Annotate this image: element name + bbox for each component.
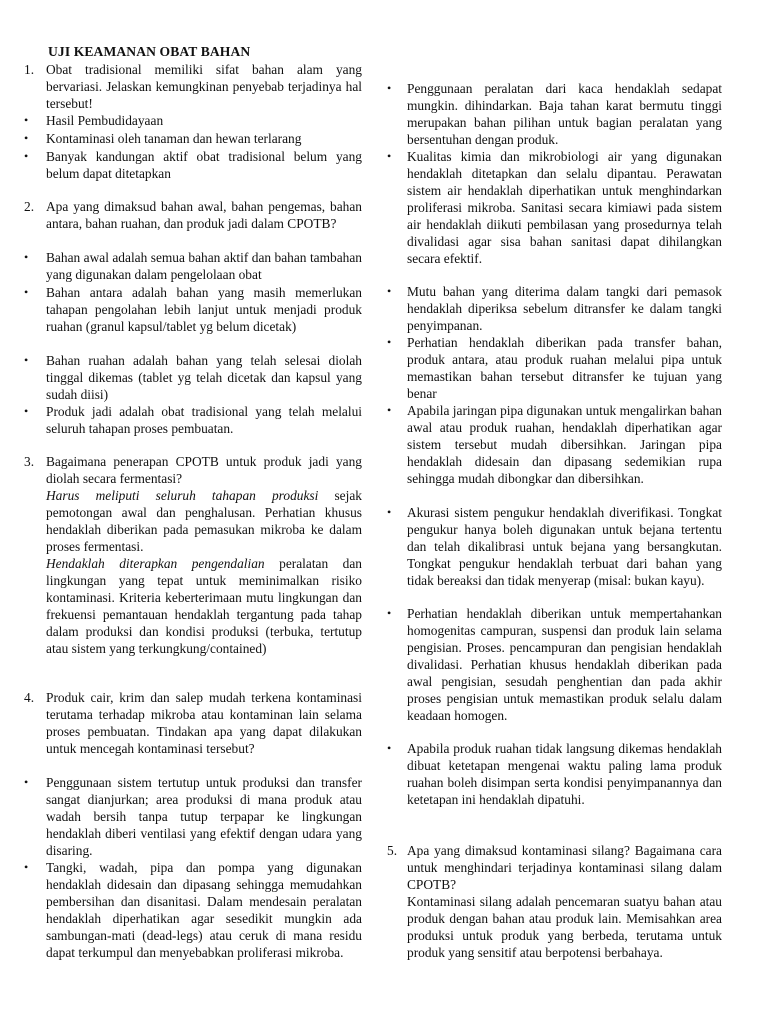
text-body: Obat tradisional memiliki sifat bahan alam yang bervariasi. Jelaskan kemungkinan penyebab terjadinya hal tersebut! <box>46 62 362 111</box>
bullet-marker: • <box>24 860 29 874</box>
bullet-item <box>383 605 722 724</box>
text-body: Mutu bahan yang diterima dalam tangki dari pemasok hendaklah diperiksa sebelum ditransfer ke dalam tangki penyimpanan. <box>407 284 722 333</box>
text-body: Apabila produk ruahan tidak langsung dikemas hendaklah dibuat ketetapan mengenai waktu paling lama produk ruahan boleh disimpan serta kondisi penyimpanannya dan ketetapan ini hendaklah dipatuhi. <box>407 741 722 807</box>
text-body: sejak pemotongan awal dan penghalusan. Perhatian khusus hendaklah diberikan pada pemasukan mikroba ke dalam proses fermentasi. <box>46 488 362 554</box>
answer-paragraph <box>20 487 362 555</box>
bullet-item <box>20 249 362 283</box>
bullet-marker: • <box>24 285 29 299</box>
document-title: UJI KEAMANAN OBAT BAHAN <box>48 44 251 59</box>
bullet-item <box>20 774 362 859</box>
text-body: Perhatian hendaklah diberikan pada transfer bahan, produk antara, atau produk ruahan melalui pipa untuk memastikan bahan tersebut ditransfer ke tujuan yang benar <box>407 335 722 401</box>
italic-emphasis: Harus meliputi seluruh tahapan produksi <box>46 488 319 503</box>
text-body: Bahan antara adalah bahan yang masih memerlukan tahapan pengolahan lebih lanjut untuk menjadi produk ruahan (granul kapsul/tablet yg belum dicetak) <box>46 285 362 334</box>
question-number: 5. <box>387 843 398 858</box>
bullet-marker: • <box>24 250 29 264</box>
item-text <box>46 284 362 335</box>
item-text <box>46 61 362 112</box>
item-text <box>407 893 722 961</box>
bullet-marker: • <box>24 149 29 163</box>
bullet-marker: • <box>387 606 392 620</box>
item-text <box>407 334 722 402</box>
item-text <box>46 555 362 657</box>
bullet-marker: • <box>387 403 392 417</box>
item-text <box>46 352 362 403</box>
bullet-marker: • <box>387 335 392 349</box>
question-item <box>20 689 362 757</box>
bullet-item <box>20 403 362 437</box>
bullet-marker: • <box>387 741 392 755</box>
text-body: Apabila jaringan pipa digunakan untuk mengalirkan bahan awal atau produk ruahan, hendaklah diperhatikan agar sistem tersebut mudah dibersihkan. Jaringan pipa hendaklah didesain dan dipasang sedemikian rupa sehingga mudah dibongkar dan dibersihkan. <box>407 403 722 486</box>
text-body: Kontaminasi oleh tanaman dan hewan terlarang <box>46 131 302 146</box>
bullet-item <box>383 283 722 334</box>
text-body: Apa yang dimaksud bahan awal, bahan pengemas, bahan antara, bahan ruahan, dan produk jadi dalam CPOTB? <box>46 199 362 231</box>
bullet-item <box>20 112 362 129</box>
item-text <box>407 283 722 334</box>
text-body: Perhatian hendaklah diberikan untuk mempertahankan homogenitas campuran, suspensi dan produk lain selama pengisian. Proses. pencampuran dan pengisian hendaklah divalidasi. Perhatian khusus hendaklah diberikan pada awal pengisian, sesudah penghentian dan pada akhir proses pengisian untuk memastikan produk selalu dalam keadaan homogen. <box>407 606 722 723</box>
bullet-item <box>20 284 362 335</box>
text-body: peralatan dan lingkungan yang tepat untuk meminimalkan risiko kontaminasi. Kriteria keberterimaan mutu lingkungan dan frekuensi pemantauan hendaklah tergantung pada tahap dalam produksi dan kondisi produksi (terbuka, tertutup atau sistem yang terkungkung/contained) <box>46 556 363 656</box>
item-text <box>46 689 362 757</box>
item-text <box>407 402 722 487</box>
bullet-item <box>20 352 362 403</box>
bullet-item <box>383 148 722 267</box>
text-body: Produk cair, krim dan salep mudah terkena kontaminasi terutama terhadap mikroba atau kontaminan lain selama proses pembuatan. Tindakan apa yang dapat dilakukan untuk mencegah kontaminasi tersebut? <box>46 690 362 756</box>
bullet-item <box>20 859 362 961</box>
bullet-marker: • <box>24 404 29 418</box>
question-number: 2. <box>24 199 35 214</box>
bullet-marker: • <box>387 81 392 95</box>
bullet-marker: • <box>24 775 29 789</box>
text-body: Tangki, wadah, pipa dan pompa yang digunakan hendaklah didesain dan dipasang sehingga memudahkan pembersihan dan disanitasi. Dalam mendesain peralatan hendaklah diperhatikan agar sesedikit mungkin ada sambungan-mati (dead-legs) atau ceruk di mana residu dapat terkumpul dan menyebabkan proliferasi mikroba. <box>46 860 362 960</box>
question-item <box>20 61 362 112</box>
item-text <box>46 859 362 961</box>
text-body: Akurasi sistem pengukur hendaklah diverifikasi. Tongkat pengukur hanya boleh digunakan untuk bejana tertentu dan telah dikalibrasi untuk bejana yang bersangkutan. Tongkat pengukur hendaklah terbuat dari bahan yang tidak bereaksi dan tidak menyerap (misal: bukan kayu). <box>407 505 722 588</box>
italic-emphasis: Hendaklah diterapkan pengendalian <box>46 556 265 571</box>
item-text <box>46 130 362 147</box>
item-text <box>46 403 362 437</box>
text-body: Hasil Pembudidayaan <box>46 113 164 128</box>
item-text <box>46 249 362 283</box>
text-body: Kualitas kimia dan mikrobiologi air yang digunakan hendaklah ditetapkan dan selalu dipantau. Perawatan sistem air hendaklah diperhatikan untuk menghindarkan proliferasi mikroba. Sanitasi secara kimiawi pada sistem air hendaklah diikuti pembilasan yang prosedurnya telah divalidasi agar sisa bahan sanitasi dapat dihilangkan secara efektif. <box>407 149 722 266</box>
item-text <box>46 453 362 487</box>
bullet-marker: • <box>387 284 392 298</box>
bullet-marker: • <box>387 149 392 163</box>
bullet-item <box>383 80 722 148</box>
answer-paragraph <box>383 893 722 961</box>
item-text <box>46 198 362 232</box>
item-text <box>407 80 722 148</box>
item-text <box>407 605 722 724</box>
bullet-item <box>383 334 722 402</box>
question-number: 4. <box>24 690 35 705</box>
text-body: Penggunaan sistem tertutup untuk produksi dan transfer sangat dianjurkan; area produksi di mana produk atau wadah bersih tanpa tutup terpapar ke lingkungan hendaklah diberi ventilasi yang efektif dengan udara yang disaring. <box>46 775 362 858</box>
item-text <box>407 842 722 893</box>
question-item <box>20 198 362 232</box>
text-body: Banyak kandungan aktif obat tradisional belum yang belum dapat ditetapkan <box>46 149 362 181</box>
text-body: Bagaimana penerapan CPOTB untuk produk jadi yang diolah secara fermentasi? <box>46 454 362 486</box>
text-body: Kontaminasi silang adalah pencemaran suatyu bahan atau produk dengan bahan atau produk lain. Memisahkan area produksi untuk produk yang berbeda, terutama untuk produk yang sensitif atau berpotensi berbahaya. <box>407 894 722 960</box>
question-number: 1. <box>24 62 35 77</box>
text-body: Bahan ruahan adalah bahan yang telah selesai diolah tinggal dikemas (tablet yg telah dicetak dan kapsul yang sudah diisi) <box>46 353 362 402</box>
item-text <box>46 148 362 182</box>
bullet-item <box>20 130 362 147</box>
question-item <box>383 842 722 893</box>
bullet-item <box>20 148 362 182</box>
item-text <box>46 112 362 129</box>
text-body: Apa yang dimaksud kontaminasi silang? Bagaimana cara untuk menghindari terjadinya kontaminasi silang dalam CPOTB? <box>407 843 722 892</box>
item-text <box>407 740 722 808</box>
bullet-item <box>383 402 722 487</box>
bullet-item <box>383 740 722 808</box>
item-text <box>46 487 362 555</box>
bullet-marker: • <box>24 353 29 367</box>
bullet-marker: • <box>387 505 392 519</box>
text-body: Bahan awal adalah semua bahan aktif dan bahan tambahan yang digunakan dalam pengelolaan obat <box>46 250 362 282</box>
answer-paragraph <box>20 555 362 657</box>
text-body: Penggunaan peralatan dari kaca hendaklah sedapat mungkin. dihindarkan. Baja tahan karat bermutu tinggi merupakan bahan pilihan untuk bagian peralatan yang bersentuhan dengan produk. <box>407 81 722 147</box>
text-body: Produk jadi adalah obat tradisional yang telah melalui seluruh tahapan proses pembuatan. <box>46 404 362 436</box>
bullet-marker: • <box>24 131 29 145</box>
bullet-item <box>383 504 722 589</box>
bullet-marker: • <box>24 113 29 127</box>
question-number: 3. <box>24 454 35 469</box>
item-text <box>407 148 722 267</box>
item-text <box>46 774 362 859</box>
item-text <box>407 504 722 589</box>
question-item <box>20 453 362 487</box>
